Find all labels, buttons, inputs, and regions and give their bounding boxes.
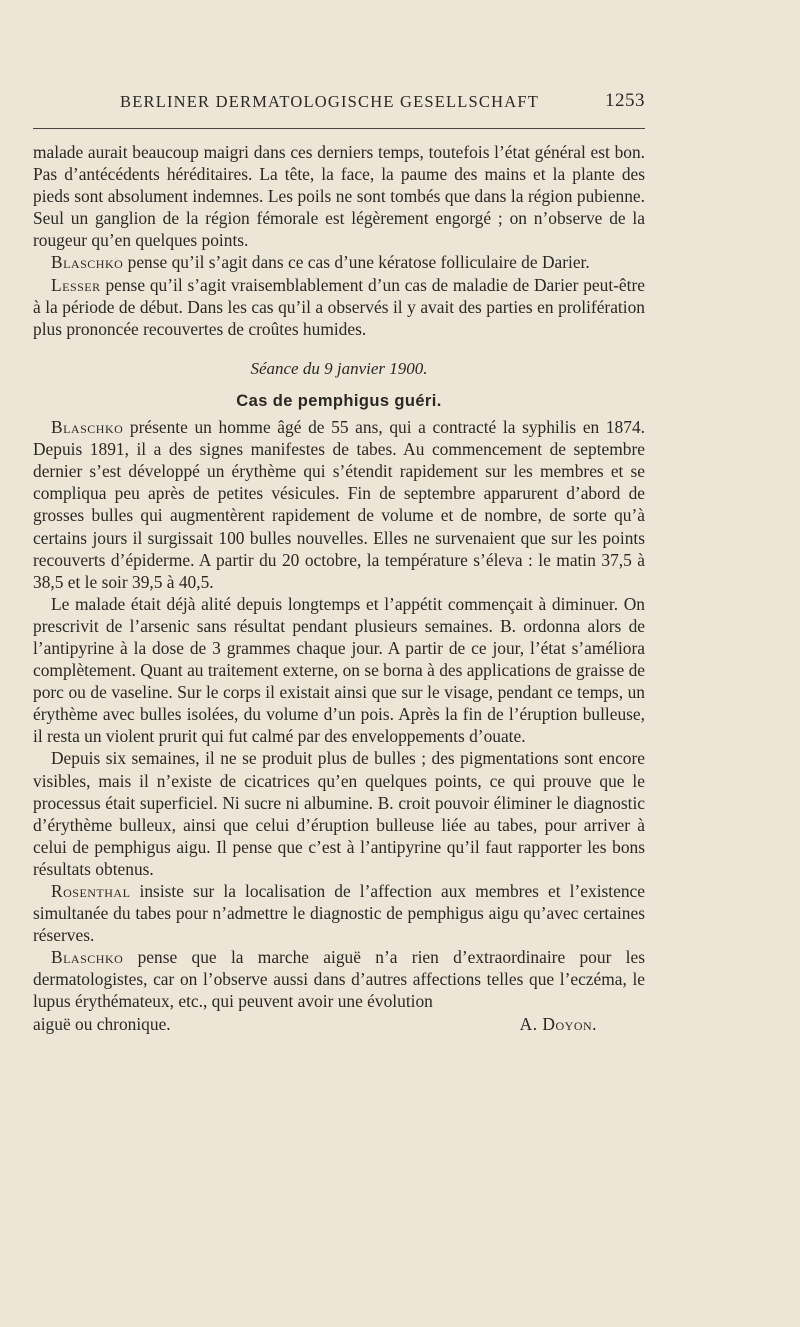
paragraph-text: insiste sur la localisation de l’affection aux membres et l’existence simultanée du tabes pour n’admettre le diagnostic de pemphigus aigu qu’avec certaines réserves. (33, 881, 645, 946)
closing-line (33, 1013, 645, 1035)
author-name: Lesser (51, 274, 101, 295)
header-rule (33, 128, 645, 129)
paragraph-continuation: malade aurait beaucoup maigri dans ces derniers temps, toutefois l’état général est bon. Pas d’antécédents héréditaires. La tête, la face, la paume des mains et la plante des pieds sont absolument indemnes. Les poils ne sont tombés que dans la région pubienne. Seul un ganglion de la région fémorale est légèrement engorgé ; on n’observe de la rougeur qu’en quelques points. (33, 142, 645, 251)
article-body (33, 141, 645, 1035)
author-name: Blaschko (51, 947, 124, 968)
paragraph-lesser-remark (33, 274, 645, 340)
page-number: 1253 (605, 90, 645, 111)
paragraph-outcome: Depuis six semaines, il ne se produit plus de bulles ; des pigmentations sont encore visibles, mais il n’existe de cicatrices qu’en quelques points, ce qui prouve que le processus était superficiel. Ni sucre ni albumine. B. croit pouvoir éliminer le diagnostic d’érythème bulleux, ainsi que celui d’éruption bulleuse liée au tabes, pour arriver à celui de pemphigus aigu. Il pense que c’est à l’antipyrine qu’il faut rapporter les bons résultats obtenus. (33, 748, 645, 879)
paragraph-case-presentation (33, 416, 645, 593)
paragraph-text: pense qu’il s’agit dans ce cas d’une kératose folliculaire de Darier. (123, 252, 590, 273)
author-name: Blaschko (51, 252, 124, 273)
paragraph-rosenthal-remark (33, 880, 645, 946)
running-title: BERLINER DERMATOLOGISCHE GESELLSCHAFT (120, 92, 540, 111)
session-heading: Séance du 9 janvier 1900. (250, 358, 428, 378)
paragraph-blaschko-remark (33, 251, 645, 273)
paragraph-text: présente un homme âgé de 55 ans, qui a contracté la syphilis en 1874. Depuis 1891, il a des signes manifestes de tabes. Au commencement de septembre dernier s’est développé un érythème qui s’étendit rapidement sur les membres et se compliqua peu après de petites vésicules. Fin de septembre apparurent d’abord de grosses bulles qui augmentèrent rapidement de volume et de nombre, de sorte qu’à certains jours il surgissait 100 bulles nouvelles. Elles ne survenaient que sur les points recouverts d’épiderme. A partir du 20 octobre, la température s’éleva : le matin 37,5 à 38,5 et le soir 39,5 à 40,5. (33, 417, 645, 592)
paragraph-text: pense qu’il s’agit vraisemblablement d’un cas de maladie de Darier peut-être à la période de début. Dans les cas qu’il a observés il y avait des parties en prolifération plus prononcée recouvertes de croûtes humides. (33, 274, 645, 339)
running-header (33, 86, 645, 116)
signature: A. Doyon. (519, 1013, 597, 1034)
author-name: Rosenthal (51, 881, 131, 901)
paragraph-blaschko-reply (33, 946, 645, 1012)
paragraph-text: pense que la marche aiguë n’a rien d’extraordinaire pour les dermatologistes, car on l’observe aussi dans d’autres affections telles que l’eczéma, le lupus érythémateux, etc., qui peuvent avoir une évolution (33, 947, 645, 1012)
closing-text: aiguë ou chronique. (33, 1013, 171, 1034)
paragraph-treatment: Le malade était déjà alité depuis longtemps et l’appétit commençait à diminuer. On prescrivit de l’arsenic sans résultat pendant plusieurs semaines. B. ordonna alors de l’antipyrine à la dose de 3 grammes chaque jour. A partir de ce jour, l’état s’améliora complètement. Quant au traitement externe, on se borna à des applications de graisse de porc ou de vaseline. Sur le corps il existait ainsi que sur le visage, pendant ce temps, un érythème avec bulles isolées, du volume d’un pois. Après la fin de l’éruption bulleuse, il resta un violent prurit qui fut calmé par des enveloppements d’ouate. (33, 593, 645, 747)
case-title: Cas de pemphigus guéri. (236, 391, 442, 410)
author-name: Blaschko (51, 417, 124, 438)
